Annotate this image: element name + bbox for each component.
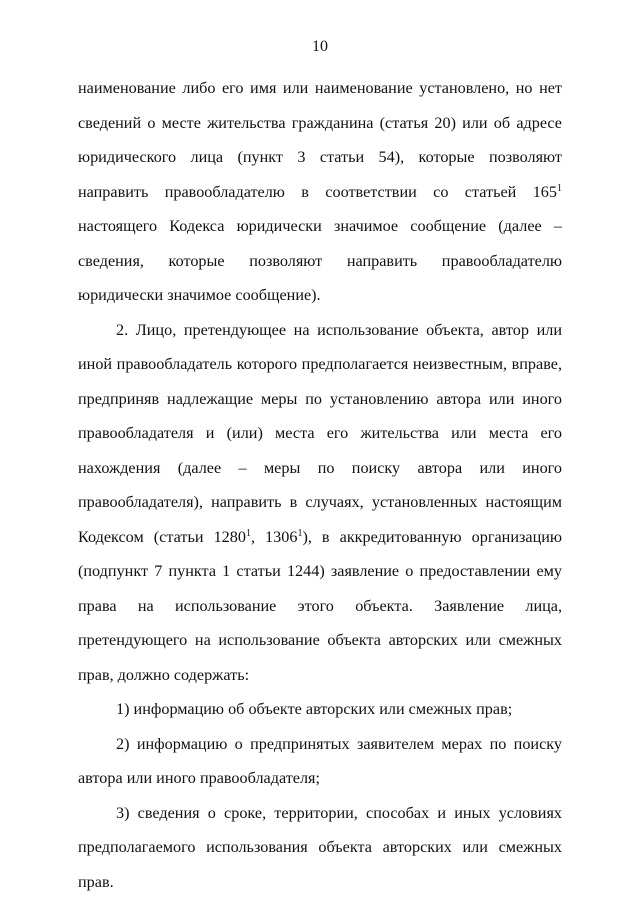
paragraph-item-2 — [78, 313, 562, 693]
text-run: 2. Лицо, претендующее на использование объекта, автор или иной правообладатель которого предполагается неизвестным, вправе, предприняв надлежащие меры по установлению автора или иного правообладателя и (или) места его жительства или места его нахождения (далее – меры по поиску автора или иного правообладателя), направить в случаях, установленных настоящим Кодексом (статьи 1280 — [78, 320, 562, 546]
list-item-1 — [78, 692, 562, 727]
text-run: , 1306 — [250, 527, 298, 546]
superscript: 1 — [557, 182, 562, 194]
superscript: 1 — [245, 527, 251, 539]
superscript: 1 — [297, 527, 303, 539]
text-run: наименование либо его имя или наименование установлено, но нет сведений о месте жительства гражданина (статья 20) или об адресе юридического лица (пункт 3 статьи 54), которые позволяют направить правообладателю в соответствии со статьей 165 — [78, 79, 562, 201]
paragraph-continuation — [78, 71, 562, 313]
list-item-3 — [78, 796, 562, 900]
text-run: 3) сведения о сроке, территории, способах и иных условиях предполагаемого использования объекта авторских или смежных прав. — [78, 803, 562, 891]
text-run: 1) информацию об объекте авторских или смежных прав; — [116, 700, 513, 718]
document-body — [78, 71, 562, 899]
page-number: 10 — [312, 38, 328, 55]
text-run: настоящего Кодекса юридически значимое сообщение (далее – сведения, которые позволяют направить правообладателю юридически значимое сообщение). — [78, 217, 562, 304]
text-run: ), в аккредитованную организацию (подпункт 7 пункта 1 статьи 1244) заявление о предоставлении ему права на использование этого объекта. Заявление лица, претендующего на использование объекта авторских или смежных прав, должно содержать: — [78, 527, 562, 684]
text-run: 2) информацию о предпринятых заявителем мерах по поиску автора или иного правообладателя; — [78, 734, 562, 787]
list-item-2 — [78, 727, 562, 796]
